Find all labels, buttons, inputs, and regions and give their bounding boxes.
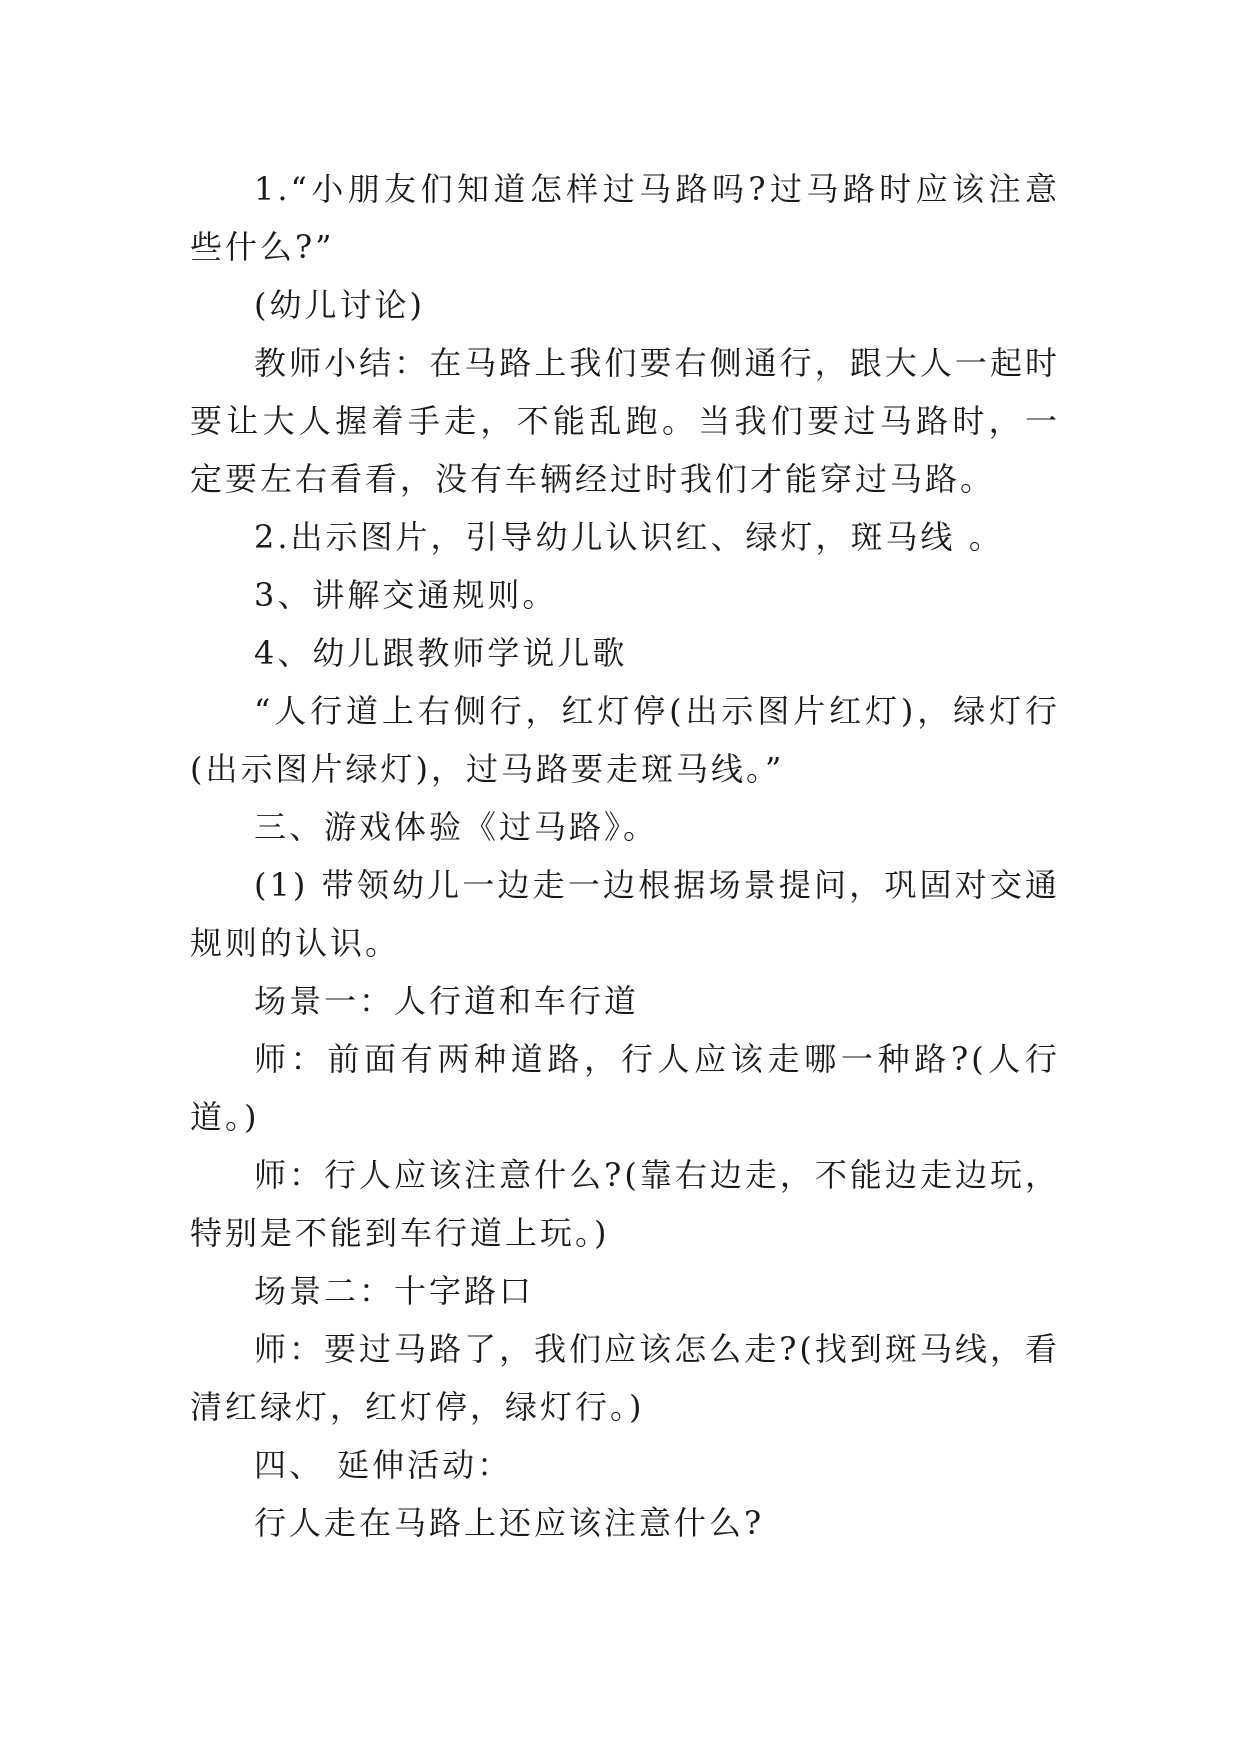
heading-scene-two: 场景二：十字路口 — [254, 1272, 535, 1310]
paragraph-children-discussion: (幼儿讨论) — [254, 286, 425, 324]
paragraph-rhyme-text: “人行道上右侧行，红灯停(出示图片红灯)，绿灯行(出示图片绿灯)，过马路要走斑马线。” — [190, 692, 1060, 788]
paragraph-show-pictures: 2.出示图片，引导幼儿认识红、绿灯，斑马线 。 — [254, 518, 1004, 556]
paragraph-explain-rules: 3、讲解交通规则。 — [254, 576, 558, 614]
heading-game-experience: 三、游戏体验《过马路》。 — [254, 808, 659, 846]
heading-extension-activity: 四、 延伸活动： — [254, 1446, 513, 1484]
document-body — [190, 160, 1060, 1552]
paragraph-scene-one-question-one: 师：前面有两种道路，行人应该走哪一种路?(人行道。) — [190, 1040, 1060, 1136]
paragraph-question-crossing-road: 1.“小朋友们知道怎样过马路吗?过马路时应该注意些什么?” — [190, 170, 1060, 266]
paragraph-extension-question: 行人走在马路上还应该注意什么? — [254, 1504, 765, 1542]
heading-scene-one: 场景一：人行道和车行道 — [254, 982, 640, 1020]
paragraph-teacher-summary: 教师小结：在马路上我们要右侧通行，跟大人一起时要让大人握着手走，不能乱跑。当我们要过马路时，一定要左右看看，没有车辆经过时我们才能穿过马路。 — [190, 344, 1060, 498]
paragraph-lead-children: (1) 带领幼儿一边走一边根据场景提问，巩固对交通规则的认识。 — [190, 866, 1060, 962]
paragraph-scene-two-question: 师：要过马路了，我们应该怎么走?(找到斑马线，看清红绿灯，红灯停，绿灯行。) — [190, 1330, 1060, 1426]
paragraph-learn-rhyme: 4、幼儿跟教师学说儿歌 — [254, 634, 628, 672]
paragraph-scene-one-question-two: 师：行人应该注意什么?(靠右边走，不能边走边玩，特别是不能到车行道上玩。) — [190, 1156, 1060, 1252]
